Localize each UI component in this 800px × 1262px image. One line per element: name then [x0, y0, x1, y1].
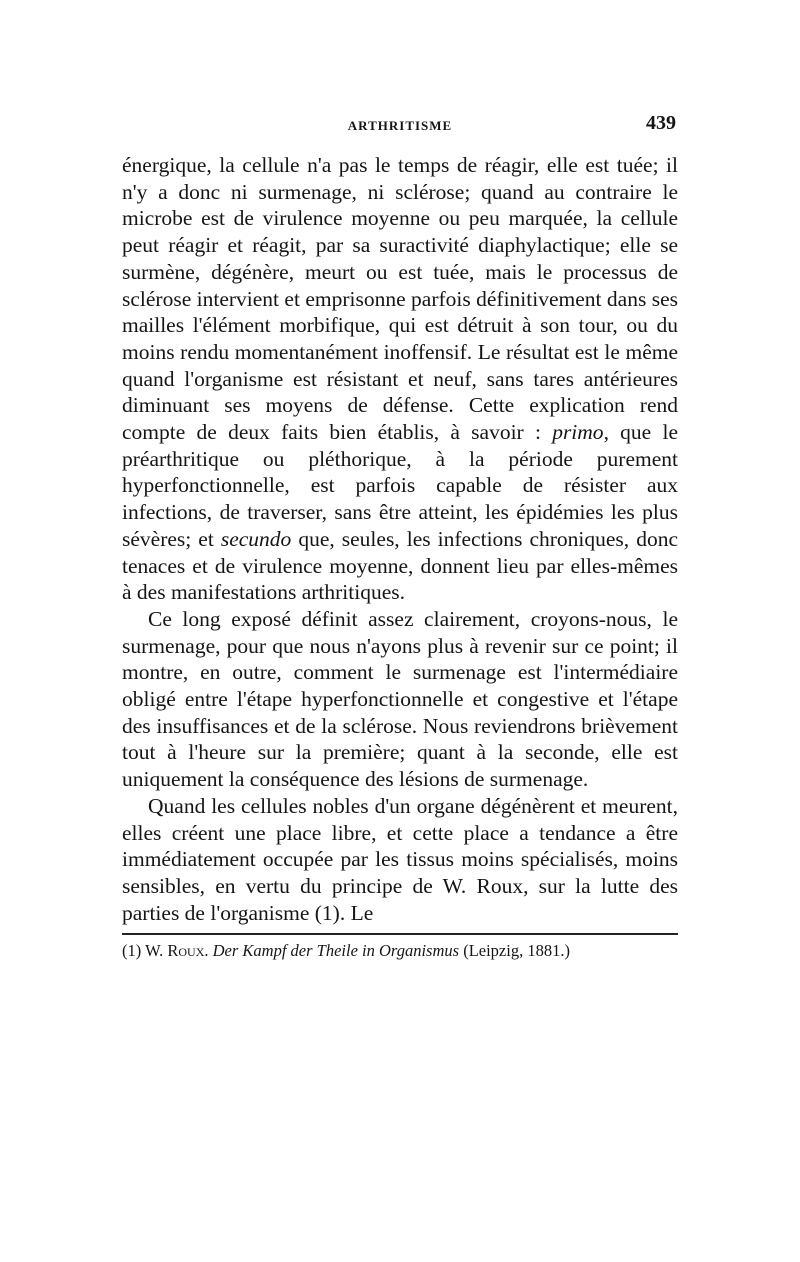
- italic-term-secundo: secundo: [220, 526, 292, 551]
- footnote-publication: (Leipzig, 1881.): [459, 941, 570, 961]
- footnote-author: Roux: [167, 941, 205, 961]
- paragraph-text: que, seules, les infections chroniques, donc tenaces et de virulence moyenne, donnent lieu par elles-mêmes à des manifestations arthritiques.: [122, 526, 678, 605]
- italic-term-primo: primo: [552, 420, 604, 445]
- footnote: [122, 940, 678, 962]
- running-head: ARTHRITISME: [347, 118, 453, 133]
- footnote-divider: [122, 933, 678, 935]
- book-page: [122, 110, 678, 962]
- paragraph-surmenage: Ce long exposé définit assez clairement, croyons-nous, le surmenage, pour que nous n'ayons plus à revenir sur ce point; il montre, en outre, comment le surmenage est l'intermédiaire obligé entre l'étape hyperfonctionnelle et congestive et l'étape des insuffisances et de la sclérose. Nous reviendrons brièvement tout à l'heure sur la première; quant à la seconde, elle est uniquement la conséquence des lésions de surmenage.: [122, 606, 678, 792]
- paragraph-text: énergique, la cellule n'a pas le temps de réagir, elle est tuée; il n'y a donc ni surmenage, ni sclérose; quand au contraire le microbe est de virulence moyenne ou peu marquée, la cellule peut réagir et réagit, par sa suractivité diaphylactique; elle se surmène, dégénère, meurt ou est tuée, mais le processus de sclérose intervient et emprisonne parfois définitivement dans ses mailles l'élément morbifique, qui est détruit à son tour, ou du moins rendu momentanément inoffensif. Le résultat est le même quand l'organisme est résistant et neuf, sans tares antérieures diminuant ses moyens de défense. Cette explication rend compte de deux faits bien établis, à savoir :: [122, 153, 678, 445]
- page-header: [122, 110, 678, 138]
- body-text: [122, 152, 678, 926]
- paragraph-text: , que le préarthritique ou pléthorique, à la période purement hyperfonctionnelle, est parfois capable de résister aux infections, de traverser, sans être atteint, les épidémies les plus sévères; et: [122, 420, 678, 551]
- footnote-separator: .: [204, 941, 213, 961]
- footnote-marker: (1) W.: [122, 941, 168, 961]
- paragraph-cellules: Quand les cellules nobles d'un organe dégénèrent et meurent, elles créent une place libre, et cette place a tendance a être immédiatement occupée par les tissus moins spécialisés, moins sensibles, en vertu du principe de W. Roux, sur la lutte des parties de l'organisme (1). Le: [122, 793, 678, 925]
- page-number: 439: [646, 112, 676, 134]
- footnote-title: Der Kampf der Theile in Organismus: [212, 941, 460, 961]
- paragraph-continued: [122, 152, 678, 606]
